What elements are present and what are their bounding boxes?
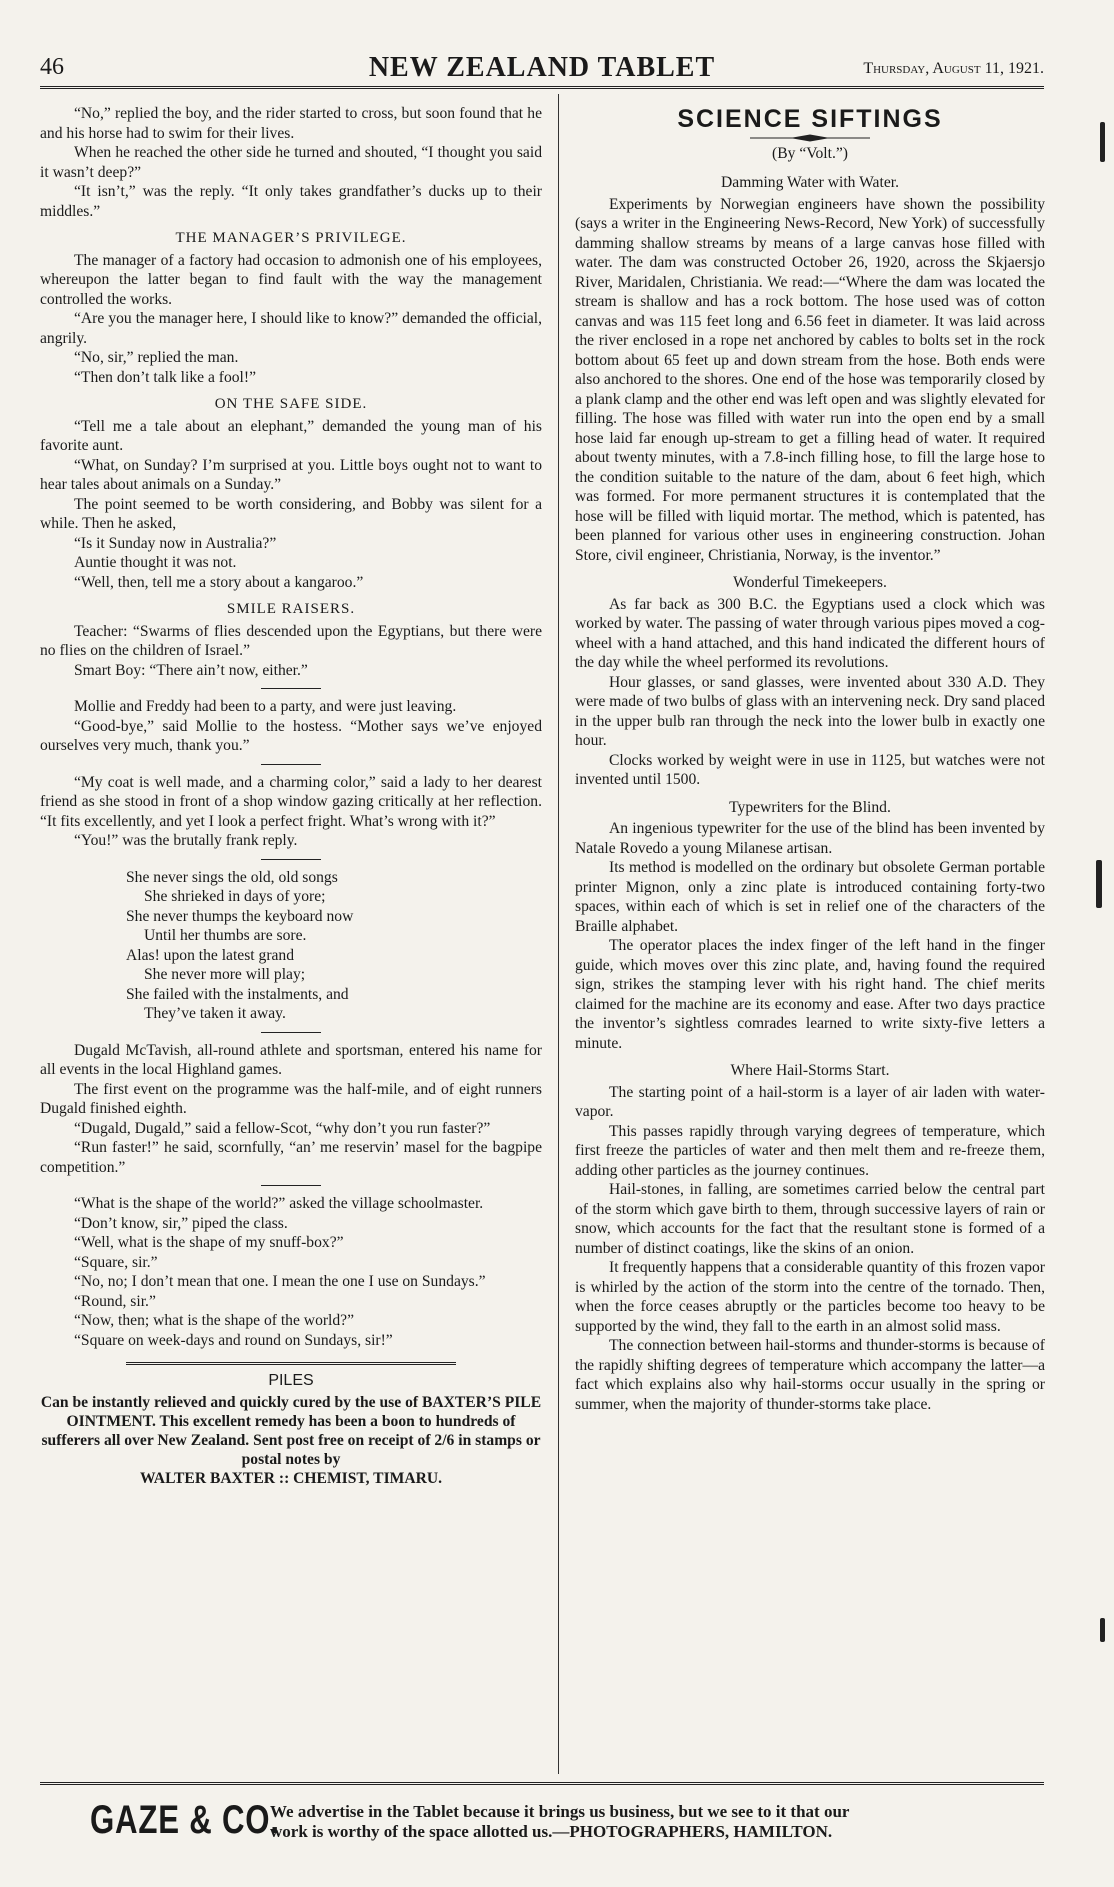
paragraph: Auntie thought it was not. [74,554,237,571]
ad-rule [126,1362,456,1365]
paragraph: “My coat is well made, and a charming color,” said a lady to her dearest friend as she stood in front of a shop window gazing critically at her reflection. “It fits excellently, and yet I look a perfect fright. What’s wrong with it?” [40,773,542,830]
paragraph: “No, sir,” replied the man. [74,349,239,366]
subheading-hail-storms: Where Hail-Storms Start. [730,1062,890,1079]
paragraph: Hour glasses, or sand glasses, were invented about 330 A.D. They were made of two bulbs of glass with an intervening neck. Dry sand placed in the upper bulb ran through the neck into the lower bulb in exactly one hour. [575,673,1045,749]
paragraph: “No, no; I don’t mean that one. I mean the one I use on Sundays.” [74,1273,486,1290]
masthead-rule [40,86,1044,89]
paragraph: When he reached the other side he turned and shouted, “I thought you said it wasn’t deep?” [40,144,542,181]
paragraph: “Well, then, tell me a story about a kangaroo.” [74,573,364,591]
paragraph: “Round, sir.” [74,1292,156,1310]
footer-rule [40,1782,1044,1785]
paragraph: Mollie and Freddy had been to a party, and were just leaving. [74,698,457,715]
paragraph: “It isn’t,” was the reply. “It only takes grandfather’s ducks up to their middles.” [40,183,542,220]
right-column [575,104,1045,1414]
paragraph: “Run faster!” he said, scornfully, “an’ me reservin’ masel for the bagpipe competition.” [40,1139,542,1176]
newspaper-title: NEW ZEALAND TABLET [368,52,716,83]
paragraph: “Then don’t talk like a fool!” [74,368,257,386]
poem-line: She never thumps the keyboard now [126,907,354,925]
margin-mark [1100,1618,1105,1642]
piles-advertisement [40,1371,542,1488]
paragraph: The connection between hail-storms and thunder-storms is because of the rapidly shifting degrees of temperature which accompany the latter—a fact which explains also why hail-storms occur usually in the spring or summer, when the majority of thunder-storms take place. [575,1337,1045,1413]
paragraph: An ingenious typewriter for the use of the blind has been invented by Natale Rovedo a young Milanese artisan. [575,820,1045,857]
paragraph: “Good-bye,” said Mollie to the hostess. “Mother says we’ve enjoyed ourselves very much, thank you.” [40,717,542,754]
heading-smile-raisers: SMILE RAISERS. [226,601,356,617]
heading-on-the-safe-side: ON THE SAFE SIDE. [214,396,368,412]
poem-line: She never sings the old, old songs [126,868,338,886]
separator [261,1032,321,1033]
paragraph: The first event on the programme was the half-mile, and of eight runners Dugald finished eighth. [40,1080,542,1117]
paragraph: “Square, sir.” [74,1253,158,1271]
paragraph: Smart Boy: “There ain’t now, either.” [74,661,308,679]
subheading-typewriters: Typewriters for the Blind. [729,798,891,816]
poem-line: Until her thumbs are sore. [144,927,307,944]
paragraph: “Now, then; what is the shape of the world?” [74,1312,355,1329]
gaze-ad-line: We advertise in the Tablet because it brings us business, but we see to it that our [270,1802,850,1821]
issue-date: Thursday, August 11, 1921. [863,60,1044,77]
paragraph: “Tell me a tale about an elephant,” demanded the young man of his favorite aunt. [40,417,542,454]
paragraph: Clocks worked by weight were in use in 1125, but watches were not invented until 1500. [575,751,1045,788]
paragraph: The manager of a factory had occasion to admonish one of his employees, whereupon the latter began to find fault with the way the management controlled the works. [40,251,542,308]
paragraph: “Dugald, Dugald,” said a fellow-Scot, “why don’t you run faster?” [74,1119,491,1137]
separator [261,1185,321,1186]
paragraph: “No,” replied the boy, and the rider started to cross, but soon found that he and his horse had to swim for their lives. [40,105,542,142]
separator [261,764,321,765]
paragraph: “Is it Sunday now in Australia?” [74,534,277,552]
paragraph: The point seemed to be worth considering, and Bobby was silent for a while. Then he asked, [40,495,542,532]
paragraph: “Don’t know, sir,” piped the class. [74,1214,288,1232]
byline: (By “Volt.”) [772,144,848,162]
section-title: SCIENCE SIFTINGS [677,105,943,133]
poem-line: She never more will play; [144,966,306,983]
gaze-ad-line [270,1822,849,1842]
left-column [40,104,542,1488]
gaze-advertisement [60,1798,1044,1848]
margin-mark [1096,860,1102,908]
separator [261,688,321,689]
paragraph: “What is the shape of the world?” asked the village schoolmaster. [74,1195,484,1212]
paragraph: “You!” was the brutally frank reply. [74,832,298,849]
paragraph: Dugald McTavish, all-round athlete and sportsman, entered his name for all events in the local Highland games. [40,1041,542,1078]
ornament-rule-icon [750,134,870,142]
heading-managers-privilege: THE MANAGER’S PRIVILEGE. [175,230,407,246]
subheading-damming-water: Damming Water with Water. [721,174,899,191]
column-divider [558,94,559,1774]
gaze-ad-line-start: work is worthy of the space allotted us.— [270,1822,570,1841]
paragraph: As far back as 300 B.C. the Egyptians used a clock which was worked by water. The passing of water through various pipes moved a cog-wheel with a hand attached, and this hand indicated the different hours of the day while the wheel performed its revolutions. [575,595,1045,671]
ad-body: Can be instantly relieved and quickly cured by the use of BAXTER’S PILE OINTMENT. This excellent remedy has been a boon to hundreds of sufferers all over New Zealand. Sent post free on receipt of 2/6 in stamps or postal notes by [40,1393,542,1468]
gaze-ad-photographers: PHOTOGRAPHERS, HAMILTON. [569,1822,833,1841]
subheading-timekeepers: Wonderful Timekeepers. [733,574,887,591]
paragraph: Its method is modelled on the ordinary but obsolete German portable printer Mignon, only a zinc plate is introduced containing forty-two spaces, within each of which is set in relief one of the characters of the Braille alphabet. [575,859,1045,935]
paragraph: “Are you the manager here, I should like to know?” demanded the official, angrily. [40,310,542,347]
poem-line: She failed with the instalments, and [126,985,349,1003]
poem-line: She shrieked in days of yore; [144,888,326,905]
paragraph: Hail-stones, in falling, are sometimes carried below the central part of the storm which gave birth to them, through successive layers of rain or snow, which accounts for the fact that the resultant stone is formed of a number of distinct coatings, like the skins of an onion. [575,1181,1045,1257]
paragraph: “Well, what is the shape of my snuff-box?” [74,1234,344,1251]
paragraph: Experiments by Norwegian engineers have shown the possibility (says a writer in the Engineering News-Record, New York) of successfully damming shallow streams by means of a large canvas hose filled with water. The dam was constructed October 26, 1920, across the Skjaersjo River, Maridalen, Christiania. We read:—“Where the dam was located the stream is shallow and has a rock bottom. The hose used was of cotton canvas and was 115 feet long and 6.56 feet in diameter. It was laid across the river enclosed in a rope net anchored by cables to bolts set in the rock bottom about 65 feet up and down stream from the hose. Both ends were also anchored to the shores. One end of the hose was temporarily closed by a plank clamp and the other end was left open and was slightly elevated for filling. The hose was filled with water run into the open end by a small hose laid far enough up-stream to get a filling head of water. It required about twenty minutes, with a 7.8-inch filling hose, to fill the large hose to the condition suitable to the nature of the dam, about 6 feet high, which was formed. For more permanent structures it is contemplated that the hose will be filled with liquid mortar. The method, which is patented, has been planned for various other uses in engineering construction. Johan Store, civil engineer, Christiania, Norway, is the inventor.” [575,195,1045,564]
poem [126,868,542,1024]
margin-mark [1100,122,1105,162]
poem-line: Alas! upon the latest grand [126,946,295,964]
gaze-brand: GAZE & CO. [90,1798,280,1842]
paragraph: “Square on week-days and round on Sundays, sir!” [74,1331,393,1349]
paragraph: The starting point of a hail-storm is a layer of air laden with water-vapor. [575,1083,1045,1120]
paragraph: This passes rapidly through varying degrees of temperature, which first freeze the particles of water and then melt them and re-freeze them, adding other particles as the journey continues. [575,1122,1045,1179]
paragraph: Teacher: “Swarms of flies descended upon the Egyptians, but there were no flies on the children of Israel.” [40,622,542,659]
paragraph: It frequently happens that a considerable quantity of this frozen vapor is whirled by the action of the storm into the centre of the tornado. Then, when the force ceases abruptly or the particles become too heavy to be supported by the wind, they fall to the earth in an almost solid mass. [575,1259,1045,1335]
page-number: 46 [40,54,64,80]
paragraph: The operator places the index finger of the left hand in the finger guide, which moves over this zinc plate, and, having found the required sign, strikes the stamping lever with his right hand. The chief merits claimed for the machine are its economy and ease. After two days practice the inventor’s sightless comrades learned to write sixty-five letters a minute. [575,937,1045,1052]
masthead [40,48,1044,82]
paragraph: “What, on Sunday? I’m surprised at you. Little boys ought not to want to hear tales about animals on a Sunday.” [40,456,542,493]
separator [261,859,321,860]
poem-line: They’ve taken it away. [144,1005,286,1022]
ad-title: PILES [268,1372,314,1389]
ad-signature: WALTER BAXTER :: CHEMIST, TIMARU. [139,1469,443,1487]
gaze-ad-text [270,1802,849,1842]
